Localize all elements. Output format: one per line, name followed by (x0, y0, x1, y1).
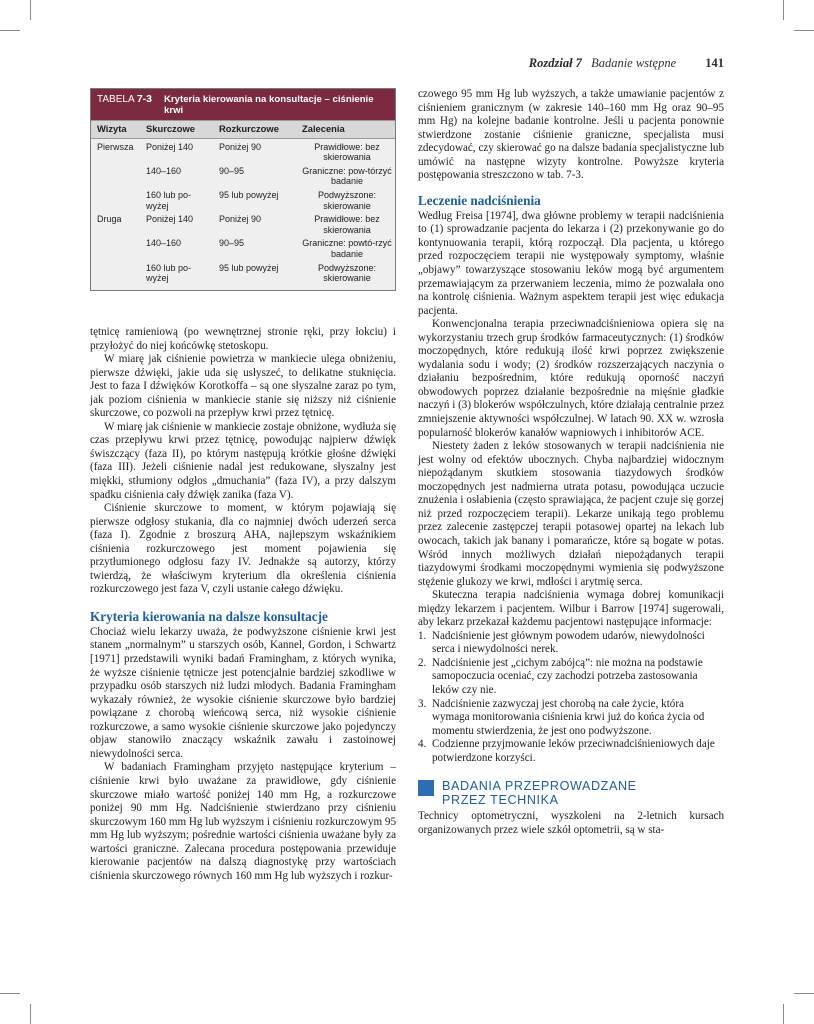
list-item: 1. Nadciśnienie jest głównym powodem udarów, niewydolności serca i niewydolności nerek. (418, 629, 705, 656)
table-cell (91, 263, 146, 284)
table-cell: 90–95 (219, 165, 245, 176)
table-cell (91, 190, 146, 211)
table-cell: 95 lub powyżej (219, 262, 279, 273)
criteria-table (90, 88, 396, 291)
paragraph: Niestety żaden z leków stosowanych w terapii nadciśnienia nie jest wolny od efektów ubocznych. Chyba najbardziej widocznym niepożądanym skutkiem stosowania tiazydowych środków moczopędnych jest nadmierna utrata potasu, powodująca uczucie znużenia i osłabienia (często sprawiająca, że pacjent czuje się gorzej niż przed rozpoczęciem terapii). Lekarze unikają tego problemu przez zalecenie zastępczej terapii potasowej opartej na lekach lub owocach, takich jak banany i pomarańcze, które są bogate w potas. Wśród innych możliwych działań niepożądanych terapii tiazydowymi środkami moczopędnymi wymienia się podwyższone stężenie glukozy we krwi, mdłości i arytmię serca. (418, 440, 724, 588)
table-cell: Prawidłowe: bez skierowania (314, 141, 380, 163)
table-cell: Pierwsza (97, 141, 134, 152)
table-title-bar (91, 89, 395, 120)
table-cell: Podwyższone: skierowanie (317, 189, 377, 211)
crop-mark (794, 30, 814, 31)
table-row (91, 235, 395, 259)
table-row (91, 187, 395, 211)
table-cell: 140–160 (146, 238, 182, 249)
table-cell: Graniczne: pow-tórzyć badanie (302, 165, 392, 187)
paragraph: Według Freisa [1974], dwa główne problemy w terapii nadciśnienia to (1) sprowadzanie pacjenta do lekarza i (2) przekonywanie go do kontynuowania terapii, którą rozpoczął. Dla pacjenta, u którego przed rozpoczęciem terapii nie występowały symptomy, właśnie „objawy” towarzyszące stosowaniu leków mogą być argumentem przemawiającym za przerwaniem leczenia, mimo że pozwalała ono na kontrolę ciśnienia. Ważnym aspektem terapii jest więc edukacja pacjenta. (418, 209, 724, 317)
table-cell: Podwyższone: skierowanie (317, 262, 377, 284)
list-item: 2. Nadciśnienie jest „cichym zabójcą”: nie można na podstawie samopoczucia oceniać, czy zachodzi potrzeba zastosowania leków czy nie. (418, 656, 703, 696)
table-cell: Graniczne: powtó-rzyć badanie (302, 238, 392, 259)
paragraph: tętnicę ramieniową (po wewnętrznej stronie ręki, przy łokciu) i przyłożyć do niej końcówkę stetoskopu. (90, 326, 396, 352)
paragraph: Skuteczna terapia nadciśnienia wymaga dobrej komunikacji między lekarzem i pacjentem. Wilbur i Barrow [1974] sugerowali, aby lekarz przekazał każdemu pacjentowi następujące informacje: (418, 589, 724, 629)
table-cell: 160 lub po-wyżej (146, 189, 192, 211)
table-cell (91, 166, 146, 187)
paragraph: czowego 95 mm Hg lub wyższych, a także umawianie pacjentów z ciśnieniem granicznym (w zakresie 140–160 mm Hg oraz 90–95 mm Hg) na kolejne badanie kontrolne. Jeśli u pacjenta ponownie stwierdzone zostanie ciśnienie graniczne, specjalista musi zdecydować, czy skierować go na dalsze badania specjalistyczne lub umówić na następne wizyty kontrolne. Powyższe kryteria postępowania streszczono w tab. 7-3. (418, 88, 724, 182)
paragraph: W miarę jak ciśnienie w mankiecie zostaje obniżone, wydłuża się czas przepływu krwi przez tętnicę, powodując najpierw dźwięk świszczący (faza II), po którym następują krótkie głośne dźwięki (faza III). Jeżeli ciśnienie nadal jest redukowane, słyszalny jest miękki, stłumiony odgłos „dmuchania” (faza IV), a przy dalszym spadku ciśnienia cały dźwięk zanika (faza V). (90, 420, 396, 501)
paragraph: Technicy optometryczni, wyszkoleni na 2-letnich kursach organizowanych przez wiele szkół optometrii, są w sta- (418, 810, 724, 836)
table-header-cell: Skurczowe (146, 123, 195, 134)
chapter-label: Rozdział 7 (528, 56, 582, 70)
crop-mark (30, 1004, 31, 1024)
table-cell: 95 lub powyżej (219, 189, 279, 200)
table-cell: Poniżej 90 (219, 214, 262, 225)
heading-line: BADANIA PRZEPROWADZANE (442, 779, 637, 794)
paragraph: W badaniach Framingham przyjęto następujące kryterium – ciśnienie krwi było uważane za prawidłowe, gdy ciśnienie skurczowe miało wartość poniżej 140 mm Hg, a rozkurczowe poniżej 90 mm Hg. Nadciśnienie stwierdzano przy ciśnieniu skurczowym 160 mm Hg lub wyższym i ciśnieniu rozkurczowym 95 mm Hg lub wyższym; pośrednie wartości ciśnienia uważane były za wartości graniczne. Zalecana procedura postępowania przewiduje kierowanie pacjentów na dalszą diagnostykę przy wartościach ciśnienia skurczowego równych 160 mm Hg lub wyższych i rozkur- (90, 761, 396, 882)
table-body (91, 139, 395, 290)
table-title: Kryteria kierowania na konsultacje – ciśnienie krwi (164, 94, 374, 116)
crop-mark (30, 0, 31, 20)
table-cell: Poniżej 90 (219, 141, 262, 152)
table-row (91, 260, 395, 284)
paragraph: Chociaż wielu lekarzy uważa, że podwyższone ciśnienie krwi jest stanem „normalnym” u starszych osób, Kannel, Gordon, i Schwartz [1971] przedstawili wyniki badań Framingham, z których wynika, że wyższe ciśnienie tętnicze jest potencjalnie bardziej szkodliwe w przypadku osób starszych niż ludzi młodych. Badania Framingham wykazały również, że wysokie ciśnienie skurczowe było bardziej powiązane z chorobą wieńcową serca, niż wysokie ciśnienie rozkurczowe, a samo wysokie ciśnienie skurczowe jako pojedynczy objaw stanowiło znaczący wskaźnik zawału i zastoinowej niewydolności serca. (90, 625, 396, 760)
running-head (529, 56, 724, 71)
paragraph: W miarę jak ciśnienie powietrza w mankiecie ulega obniżeniu, pierwsze dźwięki, jakie uda się usłyszeć, to delikatne stuknięcia. Jest to faza I dźwięków Korotkoffa – są one słyszalne zaraz po tym, jak poziom ciśnienia w mankiecie stanie się niższy niż ciśnienie skurczowe, co pozwoli na przepływ krwi przez tętnicę. (90, 353, 396, 420)
section-square-icon (418, 780, 434, 796)
table-cell: Poniżej 140 (146, 214, 194, 225)
table-cell: Prawidłowe: bez skierowania (314, 214, 380, 235)
crop-mark (0, 30, 20, 31)
table-row (91, 163, 395, 187)
table-label: TABELA 7-3 (97, 93, 153, 105)
crop-mark (794, 993, 814, 994)
table-row (91, 139, 395, 163)
table-cell: 160 lub po-wyżej (146, 262, 192, 284)
table-header-cell: Zalecenia (302, 123, 345, 134)
list-item: 3. Nadciśnienie zazwyczaj jest chorobą na całe życie, która wymaga monitorowania ciśnienia krwi już do końca życia od momentu stwierdzenia, że jest ono podwyższone. (418, 697, 705, 737)
crop-mark (783, 1004, 784, 1024)
numbered-list (418, 630, 724, 765)
heading-line: PRZEZ TECHNIKA (442, 793, 559, 808)
page-number: 141 (705, 56, 724, 70)
table-header-row (91, 120, 395, 139)
table-cell: 90–95 (219, 238, 245, 249)
right-column (418, 88, 724, 837)
table-row (91, 211, 395, 235)
table-cell: Druga (97, 214, 122, 225)
paragraph: Ciśnienie skurczowe to moment, w którym pojawiają się pierwsze odgłosy stukania, dla co najmniej dwóch uderzeń serca (faza I). Zgodnie z broszurą AHA, najlepszym wskaźnikiem ciśnienia rozkurczowego jest moment pojawienia się przytłumionego odgłosu fazy IV. Jednakże są autorzy, którzy twierdzą, że właściwym kryterium dla określenia ciśnienia rozkurczowego jest faza V, czyli ustanie całego dźwięku. (90, 502, 396, 596)
crop-mark (783, 0, 784, 20)
section-heading: Kryteria kierowania na dalsze konsultacje (90, 608, 328, 624)
section-heading: Leczenie nadciśnienia (418, 192, 541, 208)
chapter-title: Badanie wstępne (591, 56, 677, 70)
table-header-cell: Wizyta (97, 123, 127, 134)
left-column (90, 326, 396, 883)
table-cell: 140–160 (146, 165, 182, 176)
table-header-cell: Rozkurczowe (219, 123, 279, 134)
list-item: 4. Codzienne przyjmowanie leków przeciwnadciśnieniowych daje potwierdzone korzyści. (418, 738, 715, 764)
paragraph: Konwencjonalna terapia przeciwnadciśnieniowa opiera się na wykorzystaniu trzech grup środków farmaceutycznych: (1) środków moczopędnych, które redukują ilość krwi poprzez zwiększenie wydalania sodu i wody; (2) środków rozszerzających naczynia o działaniu bezpośrednim, które redukują oporność naczyń obwodowych poprzez działanie bezpośrednie na mięśnie gładkie naczyń i (3) blokerów współczulnych, które działają centralnie przez zmniejszenie aktywności współczulnej. W latach 90. XX w. wzrosła popularność blokerów kanałów wapniowych i inhibitorów ACE. (418, 318, 724, 439)
table-cell (91, 238, 146, 259)
table-cell: Poniżej 140 (146, 141, 194, 152)
major-section-heading (418, 779, 724, 807)
crop-mark (0, 993, 20, 994)
